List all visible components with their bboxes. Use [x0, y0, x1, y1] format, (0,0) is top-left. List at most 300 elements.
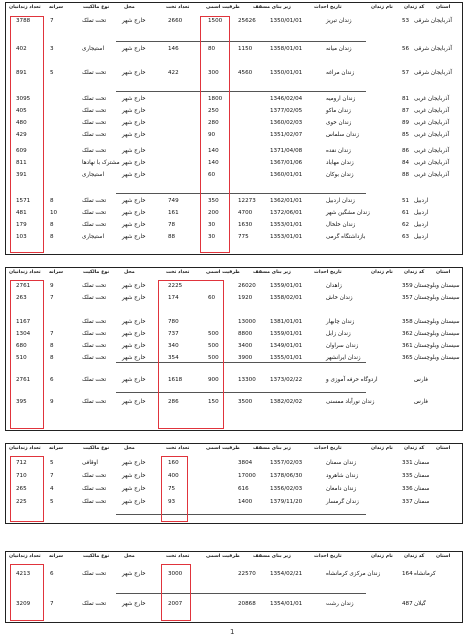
area-cell: 616 [238, 486, 249, 492]
table-row [6, 107, 462, 116]
date-cell: 1350/01/01 [270, 70, 303, 76]
code-cell: 331 [402, 460, 413, 466]
table-row [6, 459, 462, 468]
province-cell: آذربایجان غربی [414, 148, 449, 154]
prison-name-cell: زندان سمنان [326, 460, 357, 466]
prisoners-cell: 265 [16, 486, 27, 492]
tenure-cell: 5 [50, 499, 54, 505]
code-cell: 61 [402, 210, 410, 216]
tenure-cell: 6 [50, 571, 54, 577]
col-location-header: محل [124, 5, 135, 10]
col-name-header: نام زندان [371, 270, 393, 275]
province-cell: سیستان وبلوچستان [414, 319, 460, 325]
code-cell: 361 [402, 343, 413, 349]
table-header [6, 554, 462, 566]
beds-cell: 422 [168, 70, 179, 76]
date-cell: 1382/02/02 [270, 399, 303, 405]
area-cell: 1400 [238, 499, 253, 505]
col-tenure-header: سرانه [49, 5, 64, 10]
prisoners-cell: 480 [16, 120, 27, 126]
highlight-box-capacity [200, 16, 230, 253]
capacity-cell: 140 [208, 148, 219, 154]
location-cell: خارج شهر [122, 46, 146, 52]
col-code-header: کد زندان [404, 5, 425, 10]
col-prisoners-header: تعداد زندانیان [9, 270, 41, 275]
location-cell: خارج شهر [122, 148, 146, 154]
col-area-header: زیر بنای مسقف [253, 554, 291, 559]
prison-name-cell: زندان ماکو [326, 108, 351, 114]
area-cell: 22570 [238, 571, 256, 577]
prisoners-cell: 3209 [16, 601, 31, 607]
beds-cell: 174 [168, 295, 179, 301]
col-name-header: نام زندان [371, 554, 393, 559]
code-cell: 56 [402, 46, 410, 52]
ownership-cell: استیجاری [82, 172, 105, 178]
location-cell: خارج شهر [122, 210, 146, 216]
table-row [6, 294, 462, 303]
beds-cell: 75 [168, 486, 176, 492]
capacity-cell: 300 [208, 70, 219, 76]
ownership-cell: اوقافی [82, 460, 98, 466]
beds-cell: 354 [168, 355, 179, 361]
area-cell: 17000 [238, 473, 256, 479]
code-cell: 81 [402, 96, 410, 102]
date-cell: 1353/01/01 [270, 234, 303, 240]
location-cell: خارج شهر [122, 120, 146, 126]
code-cell: 89 [402, 120, 410, 126]
location-cell: خارج شهر [122, 460, 146, 466]
area-cell: 26020 [238, 283, 256, 289]
capacity-cell: 280 [208, 120, 219, 126]
date-cell: 1378/06/30 [270, 473, 303, 479]
date-cell: 1356/02/03 [270, 486, 303, 492]
tenure-cell: 9 [50, 399, 54, 405]
location-cell: خارج شهر [122, 96, 146, 102]
province-cell: کرمانشاه [414, 571, 436, 577]
province-cell: اردبیل [414, 210, 429, 216]
capacity-cell: 250 [208, 108, 219, 114]
province-cell: سیستان وبلوچستان [414, 343, 460, 349]
date-cell: 1350/01/01 [270, 18, 303, 24]
ownership-cell: تحت تملک [82, 601, 107, 607]
table-row [6, 472, 462, 481]
code-cell: 62 [402, 222, 410, 228]
prisoners-cell: 510 [16, 355, 27, 361]
beds-cell: 737 [168, 331, 179, 337]
group-separator [116, 514, 366, 515]
province-cell: آذربایجان غربی [414, 96, 449, 102]
tenure-cell: 3 [50, 46, 54, 52]
prisoners-cell: 429 [16, 132, 27, 138]
date-cell: 1359/01/01 [270, 331, 303, 337]
capacity-cell: 1500 [208, 18, 223, 24]
table-row [6, 398, 462, 407]
table-row [6, 197, 462, 206]
prison-name-cell: زندان مراغه [326, 70, 355, 76]
tenure-cell: 7 [50, 295, 54, 301]
location-cell: خارج شهر [122, 473, 146, 479]
date-cell: 1355/01/01 [270, 355, 303, 361]
col-beds-header: تعداد تخت [166, 270, 190, 275]
date-cell: 1358/02/01 [270, 295, 303, 301]
location-cell: خارج شهر [122, 377, 146, 383]
beds-cell: 340 [168, 343, 179, 349]
province-cell: سمنان [414, 486, 430, 492]
col-area-header: زیر بنای مسقف [253, 270, 291, 275]
col-capacity-header: ظرفیت اسمی [206, 270, 240, 275]
date-cell: 1349/01/01 [270, 343, 303, 349]
col-location-header: محل [124, 270, 135, 275]
table-row [6, 147, 462, 156]
date-cell: 1371/04/08 [270, 148, 303, 154]
code-cell: 487 [402, 601, 413, 607]
area-cell: 3804 [238, 460, 253, 466]
province-cell: سیستان وبلوچستان [414, 355, 460, 361]
province-cell: گیلان [414, 601, 426, 607]
col-prisoners-header: تعداد زندانیان [9, 5, 41, 10]
highlight-box-prisoners [10, 456, 44, 522]
col-prisoners-header: تعداد زندانیان [9, 446, 41, 451]
beds-cell: 146 [168, 46, 179, 52]
date-cell: 1360/01/01 [270, 172, 303, 178]
col-capacity-header: ظرفیت اسمی [206, 5, 240, 10]
col-code-header: کد زندان [404, 554, 425, 559]
ownership-cell: استیجاری [82, 46, 105, 52]
code-cell: 358 [402, 319, 413, 325]
table-row [6, 282, 462, 291]
col-ownership-header: نوع مالکیت [83, 5, 110, 10]
prisoners-cell: 891 [16, 70, 27, 76]
table-row [6, 119, 462, 128]
area-cell: 4560 [238, 70, 253, 76]
col-province-header: استان [436, 5, 451, 10]
col-ownership-header: نوع مالکیت [83, 554, 110, 559]
table-row [6, 95, 462, 104]
tenure-cell: 10 [50, 210, 58, 216]
prisoners-cell: 263 [16, 295, 27, 301]
province-cell: آذربایجان غربی [414, 172, 449, 178]
ownership-cell: تحت تملک [82, 377, 107, 383]
prison-name-cell: زندان گرمسار [326, 499, 359, 505]
table-row [6, 17, 462, 26]
capacity-cell: 60 [208, 295, 216, 301]
group-separator [116, 91, 366, 92]
col-province-header: استان [436, 554, 451, 559]
prison-name-cell: زندان سراوان [326, 343, 359, 349]
ownership-cell: استیجاری [82, 234, 105, 240]
location-cell: خارج شهر [122, 355, 146, 361]
location-cell: خارج شهر [122, 222, 146, 228]
beds-cell: 161 [168, 210, 179, 216]
ownership-cell: تحت تملک [82, 120, 107, 126]
area-cell: 4700 [238, 210, 253, 216]
code-cell: 86 [402, 148, 410, 154]
prisoners-cell: 405 [16, 108, 27, 114]
table-panel-1 [5, 2, 463, 255]
location-cell: خارج شهر [122, 234, 146, 240]
col-prisoners-header: تعداد زندانیان [9, 554, 41, 559]
prison-name-cell: زندان میانه [326, 46, 352, 52]
ownership-cell: مشترک با نهادها [82, 160, 120, 166]
province-cell: آذربایجان شرقی [414, 70, 452, 76]
page-number: 1 [230, 628, 235, 636]
province-cell: آذربایجان شرقی [414, 18, 452, 24]
date-cell: 1367/01/06 [270, 160, 303, 166]
province-cell: سمنان [414, 460, 430, 466]
group-separator [116, 41, 366, 42]
highlight-box-prisoners [10, 16, 44, 253]
table-row [6, 233, 462, 242]
province-cell: آذربایجان غربی [414, 108, 449, 114]
capacity-cell: 900 [208, 377, 219, 383]
tenure-cell: 7 [50, 18, 54, 24]
area-cell: 1920 [238, 295, 253, 301]
area-cell: 3500 [238, 399, 253, 405]
area-cell: 3400 [238, 343, 253, 349]
table-row [6, 600, 462, 609]
province-cell: فارس [414, 399, 428, 405]
table-panel-2 [5, 267, 463, 431]
area-cell: 25626 [238, 18, 256, 24]
col-beds-header: تعداد تخت [166, 446, 190, 451]
col-tenure-header: سرانه [49, 554, 64, 559]
capacity-cell: 1800 [208, 96, 223, 102]
code-cell: 57 [402, 70, 410, 76]
tenure-cell: 7 [50, 331, 54, 337]
code-cell: 53 [402, 18, 410, 24]
beds-cell: 400 [168, 473, 179, 479]
capacity-cell: 350 [208, 198, 219, 204]
col-name-header: نام زندان [371, 446, 393, 451]
prisoners-cell: 1167 [16, 319, 31, 325]
table-header [6, 5, 462, 17]
date-cell: 1381/01/01 [270, 319, 303, 325]
province-cell: سیستان وبلوچستان [414, 283, 460, 289]
code-cell: 51 [402, 198, 410, 204]
province-cell: سمنان [414, 499, 430, 505]
highlight-box-prisoners [10, 280, 44, 429]
group-separator [116, 193, 366, 194]
table-row [6, 69, 462, 78]
code-cell: 365 [402, 355, 413, 361]
col-ownership-header: نوع مالکیت [83, 446, 110, 451]
code-cell: 87 [402, 108, 410, 114]
tenure-cell: 8 [50, 222, 54, 228]
ownership-cell: تحت تملک [82, 210, 107, 216]
prison-name-cell: اردوگاه حرفه آموزی و [326, 377, 378, 383]
prisoners-cell: 2761 [16, 283, 31, 289]
tenure-cell: 7 [50, 601, 54, 607]
highlight-box-beds [161, 564, 191, 621]
date-cell: 1351/02/07 [270, 132, 303, 138]
province-cell: آذربایجان غربی [414, 160, 449, 166]
province-cell: سیستان وبلوچستان [414, 295, 460, 301]
ownership-cell: تحت تملک [82, 283, 107, 289]
prisoners-cell: 710 [16, 473, 27, 479]
tenure-cell: 5 [50, 460, 54, 466]
col-province-header: استان [436, 446, 451, 451]
location-cell: خارج شهر [122, 399, 146, 405]
table-row [6, 318, 462, 327]
beds-cell: 2660 [168, 18, 183, 24]
col-ownership-header: نوع مالکیت [83, 270, 110, 275]
area-cell: 13000 [238, 319, 256, 325]
area-cell: 12273 [238, 198, 256, 204]
location-cell: خارج شهر [122, 160, 146, 166]
location-cell: خارج شهر [122, 108, 146, 114]
date-cell: 1353/01/01 [270, 222, 303, 228]
prisoners-cell: 811 [16, 160, 27, 166]
ownership-cell: تحت تملک [82, 473, 107, 479]
table-row [6, 342, 462, 351]
beds-cell: 780 [168, 319, 179, 325]
date-cell: 1354/02/21 [270, 571, 303, 577]
code-cell: 164 [402, 571, 413, 577]
beds-cell: 88 [168, 234, 176, 240]
prison-name-cell: زاهدان [326, 283, 342, 289]
table-row [6, 485, 462, 494]
prison-name-cell: زندان نقده [326, 148, 351, 154]
beds-cell: 93 [168, 499, 176, 505]
group-separator [116, 362, 366, 363]
prison-name-cell: زندان دامغان [326, 486, 357, 492]
code-cell: 63 [402, 234, 410, 240]
code-cell: 357 [402, 295, 413, 301]
col-tenure-header: سرانه [49, 446, 64, 451]
prison-name-cell: زندان ارومیه [326, 96, 356, 102]
date-cell: 1373/02/22 [270, 377, 303, 383]
capacity-cell: 140 [208, 160, 219, 166]
highlight-box-beds [158, 280, 224, 429]
capacity-cell: 30 [208, 222, 216, 228]
area-cell: 1150 [238, 46, 253, 52]
ownership-cell: تحت تملک [82, 571, 107, 577]
capacity-cell: 80 [208, 46, 216, 52]
table-row [6, 330, 462, 339]
highlight-box-beds [161, 456, 188, 522]
location-cell: خارج شهر [122, 70, 146, 76]
province-cell: سیستان وبلوچستان [414, 331, 460, 337]
date-cell: 1377/02/05 [270, 108, 303, 114]
ownership-cell: تحت تملک [82, 70, 107, 76]
ownership-cell: تحت تملک [82, 486, 107, 492]
col-area-header: زیر بنای مسقف [253, 5, 291, 10]
location-cell: خارج شهر [122, 295, 146, 301]
ownership-cell: تحت تملک [82, 343, 107, 349]
tenure-cell: 7 [50, 473, 54, 479]
prison-name-cell: زندان خوی [326, 120, 352, 126]
province-cell: اردبیل [414, 234, 429, 240]
ownership-cell: تحت تملک [82, 399, 107, 405]
col-capacity-header: ظرفیت اسمی [206, 554, 240, 559]
prison-name-cell: زندان تبریز [326, 18, 352, 24]
code-cell: 85 [402, 132, 410, 138]
code-cell: 88 [402, 172, 410, 178]
table-row [6, 159, 462, 168]
ownership-cell: تحت تملک [82, 108, 107, 114]
location-cell: خارج شهر [122, 18, 146, 24]
area-cell: 20868 [238, 601, 256, 607]
col-tenure-header: سرانه [49, 270, 64, 275]
col-beds-header: تعداد تخت [166, 554, 190, 559]
prison-name-cell: زندان بوکان [326, 172, 354, 178]
capacity-cell: 500 [208, 343, 219, 349]
code-cell: 359 [402, 283, 413, 289]
prisoners-cell: 3095 [16, 96, 31, 102]
location-cell: خارج شهر [122, 132, 146, 138]
prison-name-cell: زندان چابهار [326, 319, 355, 325]
beds-cell: 749 [168, 198, 179, 204]
location-cell: خارج شهر [122, 198, 146, 204]
province-cell: اردبیل [414, 222, 429, 228]
col-location-header: محل [124, 446, 135, 451]
table-row [6, 376, 462, 385]
date-cell: 1354/01/01 [270, 601, 303, 607]
table-row [6, 131, 462, 140]
tenure-cell: 8 [50, 234, 54, 240]
location-cell: خارج شهر [122, 499, 146, 505]
location-cell: خارج شهر [122, 601, 146, 607]
date-cell: 1379/11/20 [270, 499, 303, 505]
capacity-cell: 60 [208, 172, 216, 178]
capacity-cell: 30 [208, 234, 216, 240]
prisoners-cell: 680 [16, 343, 27, 349]
date-cell: 1357/02/03 [270, 460, 303, 466]
code-cell: 336 [402, 486, 413, 492]
tenure-cell: 6 [50, 377, 54, 383]
location-cell: خارج شهر [122, 486, 146, 492]
col-date-header: تاریخ احداث [314, 446, 342, 451]
prison-name-cell: زندان ایرانشهر [326, 355, 361, 361]
area-cell: 775 [238, 234, 249, 240]
prisoners-cell: 225 [16, 499, 27, 505]
table-row [6, 221, 462, 230]
ownership-cell: تحت تملک [82, 355, 107, 361]
area-cell: 3900 [238, 355, 253, 361]
capacity-cell: 500 [208, 331, 219, 337]
code-cell: 84 [402, 160, 410, 166]
col-code-header: کد زندان [404, 446, 425, 451]
province-cell: آذربایجان غربی [414, 132, 449, 138]
prison-name-cell: زندان اردبیل [326, 198, 355, 204]
capacity-cell: 200 [208, 210, 219, 216]
col-name-header: نام زندان [371, 5, 393, 10]
group-separator [116, 392, 366, 393]
tenure-cell: 9 [50, 283, 54, 289]
prison-name-cell: زندان شاهرود [326, 473, 359, 479]
beds-cell: 78 [168, 222, 176, 228]
prisoners-cell: 395 [16, 399, 27, 405]
table-row [6, 45, 462, 54]
table-row [6, 570, 462, 579]
beds-cell: 286 [168, 399, 179, 405]
prisoners-cell: 712 [16, 460, 27, 466]
beds-cell: 3000 [168, 571, 183, 577]
table-row [6, 209, 462, 218]
province-cell: فارس [414, 377, 428, 383]
ownership-cell: تحت تملک [82, 331, 107, 337]
table-panel-3 [5, 443, 463, 524]
prison-name-cell: زندان رشت [326, 601, 354, 607]
prison-name-cell: زندان مشگین شهر [326, 210, 370, 216]
prison-name-cell: بازداشتگاه گرمی [326, 234, 366, 240]
beds-cell: 2007 [168, 601, 183, 607]
prison-name-cell: زندان مهاباد [326, 160, 354, 166]
ownership-cell: تحت تملک [82, 18, 107, 24]
province-cell: آذربایجان شرقی [414, 46, 452, 52]
col-date-header: تاریخ احداث [314, 554, 342, 559]
table-header [6, 270, 462, 282]
